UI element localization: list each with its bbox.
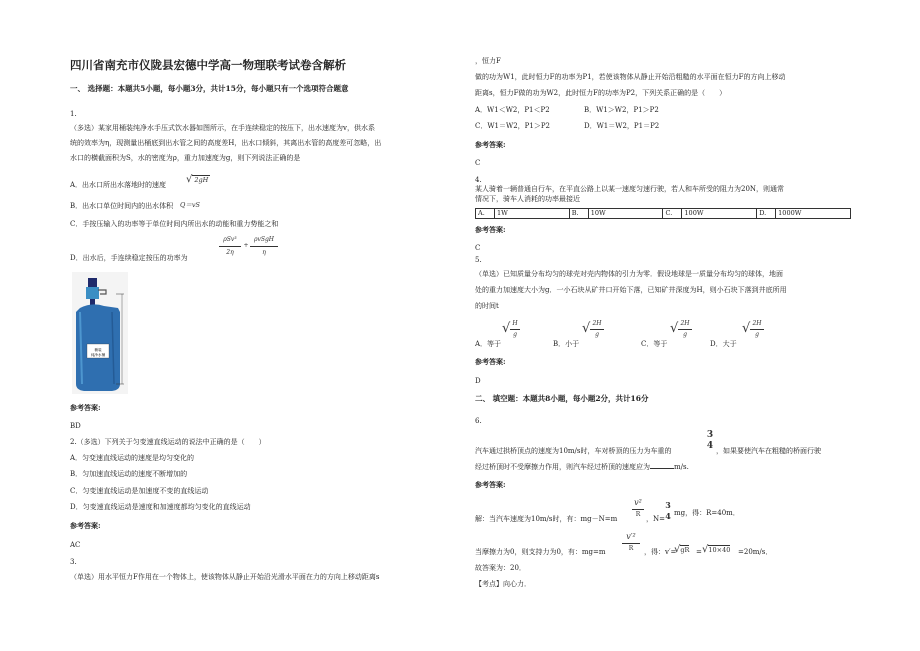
q3-option: C．W1＝W2，P1＞P2 — [475, 122, 550, 130]
q6-answer-label: 参考答案: — [475, 480, 506, 489]
q1-answer-label: 参考答案: — [70, 403, 101, 412]
q5-c-bar — [678, 329, 692, 330]
q5-a-sqrt-icon: √ — [502, 321, 511, 336]
q6-sol2-radicand2: 10×40 — [708, 546, 731, 554]
q1-answer: BD — [70, 422, 81, 430]
q1-stem-line: 水口的横截面积为S，水的密度为ρ，重力加速度为g，则下列说法正确的是 — [70, 154, 301, 162]
q6-sol2-bar — [622, 543, 640, 544]
q5-b-bar — [590, 329, 604, 330]
q2-option: A．匀变速直线运动的速度是均匀变化的 — [70, 454, 195, 462]
q3-stem-line: 做的功为W1，此时恒力F的功率为P1，若使该物体从静止开始沿粗糙的水平面在恒力F的方向上移动 — [475, 73, 786, 81]
q3-option: A．W1＜W2，P1＜P2 — [475, 106, 550, 114]
q6-solution-line: 故答案为：20． — [475, 564, 526, 572]
q1-option-a-formula: √ 2gH — [186, 174, 209, 185]
q6-sol2-sqrt2: √10×40 — [702, 544, 731, 555]
q1-option-a: A．出水口所出水落地时的速度 — [70, 181, 167, 189]
q6-solution-line: 当摩擦力为0，则支持力为0，有：mg=m — [475, 548, 606, 556]
q1-option-a-radicand: 2gH — [194, 176, 209, 184]
q1-d-num2: ρvSgH — [253, 236, 275, 243]
figure-label: 纯净水桶 — [90, 353, 106, 357]
q4-stem-line: 某人骑着一辆普通自行车，在平直公路上以某一速度匀速行驶，若人和车所受的阻力为20N，则通常 — [475, 185, 785, 193]
q4-cell: 10W — [588, 209, 663, 219]
q3-answer: C — [475, 159, 481, 167]
q6-sol2-den: R — [628, 545, 634, 552]
q5-d-num: 2H — [752, 320, 762, 327]
q5-option-b: B．小于 — [553, 340, 580, 348]
q4-answer-label: 参考答案: — [475, 225, 506, 234]
q6-solution-part: = — [696, 548, 702, 556]
section-header-fill: 二、 填空题：本题共8小题，每小题2分，共计16分 — [475, 394, 649, 403]
page-title: 四川省南充市仪陇县宏德中学高一物理联考试卷含解析 — [70, 58, 346, 72]
q4-cell: D. — [757, 209, 776, 219]
q5-stem-line: 的时间t — [475, 302, 499, 310]
q4-number: 4. — [475, 176, 482, 184]
q5-answer-label: 参考答案: — [475, 357, 506, 366]
q6-solution-part: ，N= — [646, 515, 665, 523]
q5-option-a: A．等于 — [475, 340, 502, 348]
q6-sol1-bar — [632, 509, 644, 510]
q1-option-d: D．出水后，手连续稳定按压的功率为 — [70, 254, 188, 262]
q4-stem-line: 情况下，骑车人消耗的功率最接近 — [475, 195, 580, 203]
q1-option-b: B．出水口单位时间内的出水体积 — [70, 202, 174, 210]
q6-sol2-num: v′² — [626, 532, 636, 541]
q2-stem: 2.（多选）下列关于匀变速直线运动的说法中正确的是（ ） — [70, 438, 266, 446]
q5-d-den: g — [755, 331, 759, 338]
q6-solution-part: ，得：v′= — [644, 548, 677, 556]
q6-unit: m/s. — [674, 463, 689, 471]
q3-number: 3. — [70, 558, 77, 566]
q3-stem-line: ，恒力F — [475, 57, 501, 65]
q5-c-sqrt-icon: √ — [670, 321, 679, 336]
q4-cell: A. — [476, 209, 495, 219]
q5-b-sqrt-icon: √ — [582, 321, 591, 336]
q4-answer: C — [475, 244, 481, 252]
q6-sol1-den: R — [635, 511, 641, 518]
q2-option: C．匀变速直线运动是加速度不变的直线运动 — [70, 487, 209, 495]
q1-stem-line: （多选）某家用桶装纯净水手压式饮水器如图所示，在手连续稳定的按压下，出水速度为v，供水系 — [70, 124, 375, 132]
q3-stem-line: （单选）用水平恒力F作用在一个物体上，使该物体从静止开始沿光滑水平面在力的方向上移动距离s — [70, 573, 380, 581]
q6-sol1c-den: 4 — [665, 511, 671, 521]
q3-answer-label: 参考答案: — [475, 140, 506, 149]
q1-d-plus: + — [243, 242, 249, 249]
q1-d-bar2 — [250, 246, 278, 247]
q5-a-den: g — [513, 331, 517, 338]
q1-d-num1: ρSv³ — [223, 236, 237, 243]
q1-option-c: C．手按压输入的功率等于单位时间内所出水的动能和重力势能之和 — [70, 220, 279, 228]
q2-answer: AC — [70, 541, 81, 549]
q5-a-num: H — [512, 320, 518, 327]
q5-a-bar — [510, 329, 520, 330]
q6-stem-line — [475, 463, 689, 472]
q1-d-bar1 — [219, 246, 241, 247]
q5-option-d: D．大于 — [710, 340, 737, 348]
q5-stem-line: 处的重力加速度大小为g．一小石块从矿井口开始下落，已知矿井深度为H，则小石块下落到井底所用 — [475, 286, 787, 294]
q4-cell: 1W — [494, 209, 569, 219]
q5-d-bar — [750, 329, 764, 330]
q6-solution-line: 解：当汽车速度为10m/s时，有：mg－N=m — [475, 515, 618, 523]
q6-blank[interactable] — [650, 468, 674, 469]
q3-option: B．W1＞W2，P1＞P2 — [584, 106, 659, 114]
q5-c-den: g — [683, 331, 687, 338]
q4-cell: 100W — [682, 209, 757, 219]
q6-sol1c-num: 3 — [665, 500, 671, 510]
q6-frac-den: 4 — [706, 441, 714, 451]
q6-frac-num: 3 — [706, 430, 714, 440]
q6-solution-part: =20m/s． — [738, 548, 773, 556]
q6-topic-tag: 【考点】向心力． — [475, 580, 531, 588]
q5-number: 5. — [475, 256, 482, 264]
q5-c-num: 2H — [680, 320, 690, 327]
q6-stem-text: 经过桥顶时不受摩擦力作用，则汽车经过桥顶的速度应为 — [475, 463, 650, 471]
q5-d-sqrt-icon: √ — [742, 321, 751, 336]
q6-stem-line: 汽车通过拱桥顶点的速度为10m/s时，车对桥顶的压力为车重的 — [475, 447, 672, 455]
q3-option: D．W1＝W2，P1＝P2 — [584, 122, 660, 130]
section-header-choice: 一、 选择题：本题共5小题，每小题3分，共计15分，每小题只有一个选项符合题意 — [70, 84, 349, 93]
q4-cell: C. — [663, 209, 682, 219]
q2-option: D．匀变速直线运动是速度和加速度都均匀变化的直线运动 — [70, 503, 251, 511]
q2-option: B．匀加速直线运动的速度不断增加的 — [70, 470, 188, 478]
q6-solution-part: mg，得：R=40m． — [674, 509, 740, 517]
q1-d-den1: 2η — [226, 249, 234, 256]
q1-option-b-formula: Q＝vS — [180, 201, 200, 209]
q5-b-den: g — [595, 331, 599, 338]
q4-options-table — [475, 208, 851, 219]
q1-number: 1. — [70, 110, 77, 118]
q5-b-num: 2H — [592, 320, 602, 327]
q5-option-c: C．等于 — [641, 340, 668, 348]
q3-stem-line: 距离s，恒力F做的功为W2，此时恒力F的功率为P2，下列关系正确的是（ ） — [475, 89, 727, 97]
q4-cell: B. — [569, 209, 588, 219]
water-dispenser-figure — [72, 272, 128, 394]
q5-answer: D — [475, 377, 481, 385]
q6-stem-line: ，如果要使汽车在粗糙的桥面行驶 — [716, 447, 821, 455]
q6-sol2-radicand1: gR — [680, 546, 690, 554]
q2-answer-label: 参考答案: — [70, 521, 101, 530]
q6-number: 6. — [475, 417, 482, 425]
q6-sol1-num: v² — [634, 498, 642, 507]
figure-label: 桶装 — [94, 348, 102, 352]
q6-sol2-sqrt1: √gR — [674, 544, 690, 555]
q1-stem-line: 统的效率为η，现测量出桶底到出水管之间的高度差H，出水口倾斜，其离出水管的高度差可忽略，出 — [70, 139, 382, 147]
q4-cell: 1000W — [776, 209, 851, 219]
q5-stem-line: （单选）已知质量分布均匀的球壳对壳内物体的引力为零．假设地球是一质量分布均匀的球体，地面 — [475, 270, 783, 278]
q1-d-den2: η — [262, 249, 266, 256]
